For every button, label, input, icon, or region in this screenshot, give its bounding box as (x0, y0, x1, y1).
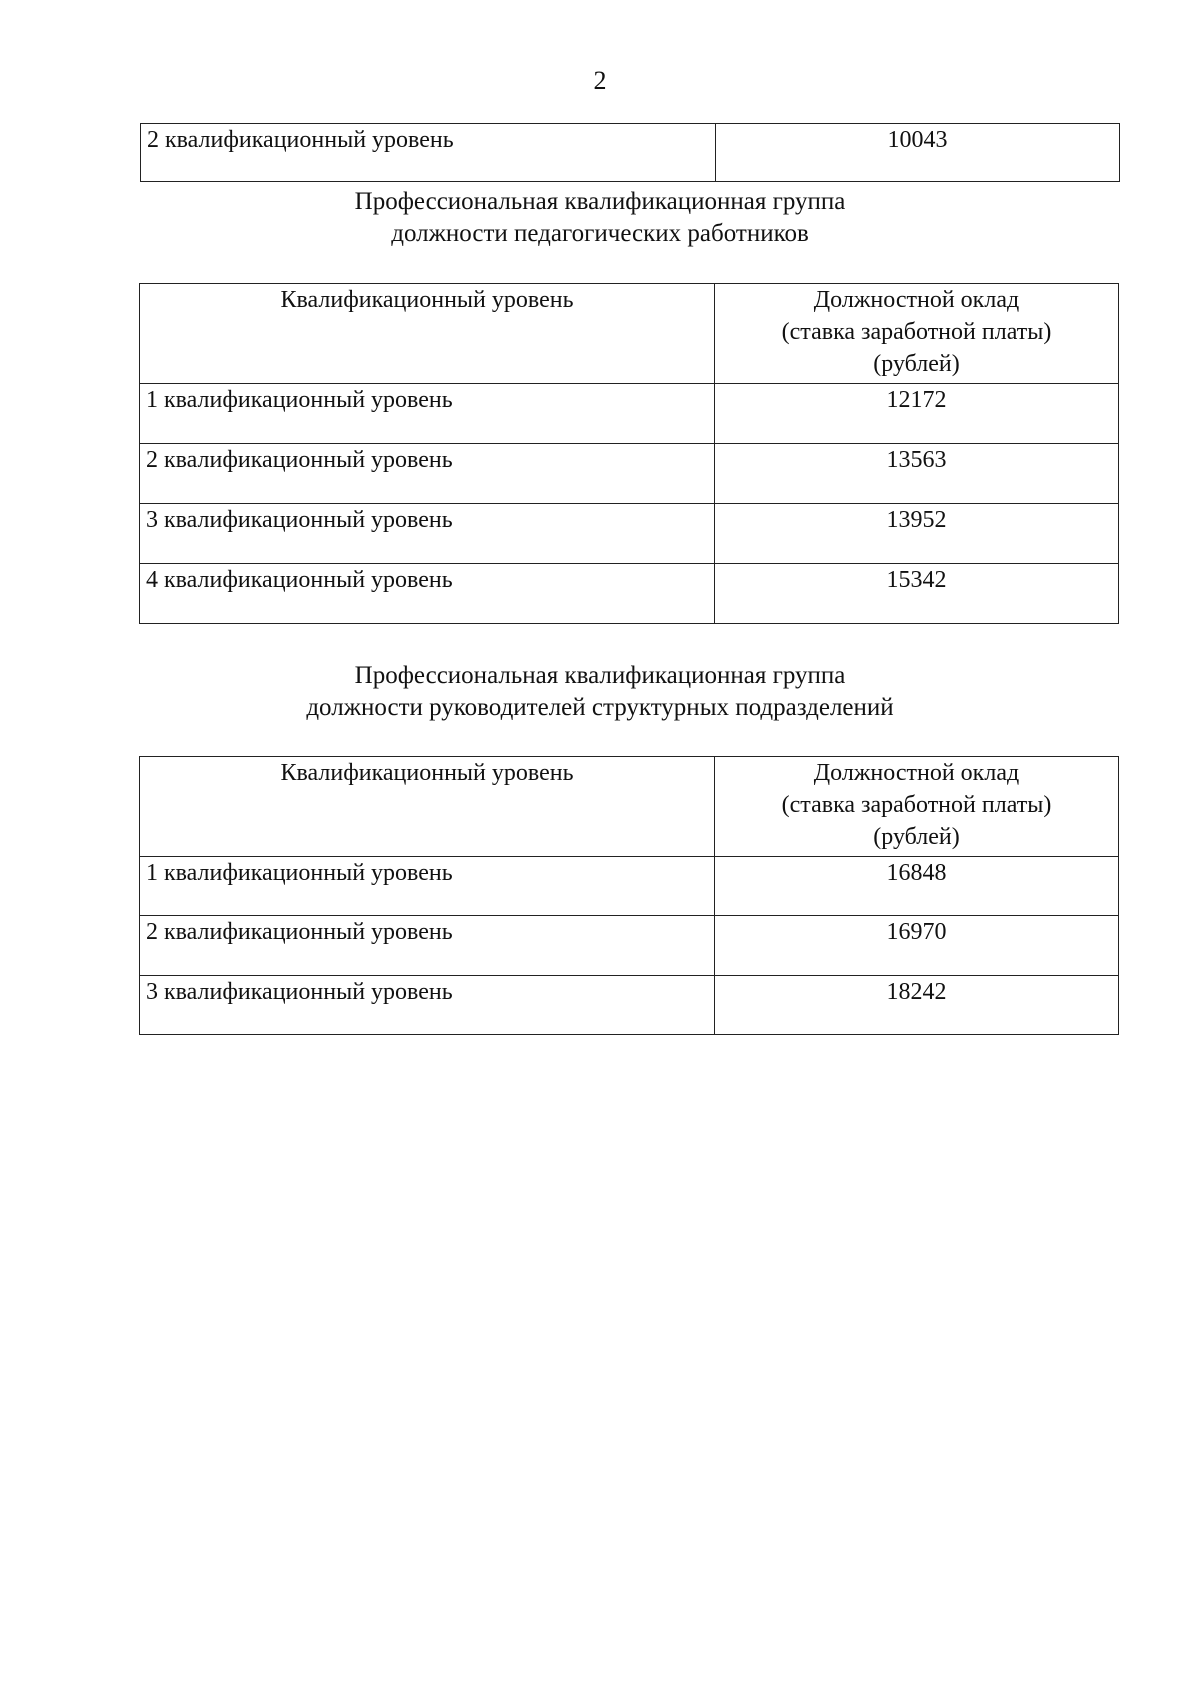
column-header-salary (715, 757, 1119, 857)
heading-line: Профессиональная квалификационная группа (354, 188, 846, 215)
header-line: (ставка заработной платы) (781, 792, 1052, 818)
table-row (140, 916, 1119, 976)
heading-line: должности педагогических работников (391, 220, 809, 247)
section-heading-pedagogical (0, 186, 1200, 250)
column-header-level: Квалификационный уровень (140, 284, 715, 384)
salary-cell: 12172 (715, 384, 1119, 444)
header-line: (рублей) (873, 824, 960, 850)
level-cell: 1 квалификационный уровень (140, 384, 715, 444)
salary-cell: 13952 (715, 504, 1119, 564)
heading-line: должности руководителей структурных подразделений (306, 694, 894, 721)
header-line: Должностной оклад (813, 760, 1020, 786)
page-number: 2 (593, 66, 607, 95)
salary-cell: 13563 (715, 444, 1119, 504)
table-row (140, 444, 1119, 504)
table-row (140, 384, 1119, 444)
managers-salary-table (139, 756, 1119, 1035)
column-header-salary (715, 284, 1119, 384)
table-row (140, 857, 1119, 916)
level-cell: 2 квалификационный уровень (141, 124, 716, 182)
salary-cell: 15342 (715, 564, 1119, 624)
header-line: Должностной оклад (813, 287, 1020, 313)
table-header-row (140, 757, 1119, 857)
heading-line: Профессиональная квалификационная группа (354, 662, 846, 689)
continuation-table (140, 123, 1120, 182)
table-row (140, 504, 1119, 564)
pedagogical-salary-table (139, 283, 1119, 624)
header-line: (ставка заработной платы) (781, 319, 1052, 345)
level-cell: 4 квалификационный уровень (140, 564, 715, 624)
table-row (140, 976, 1119, 1035)
level-cell: 2 квалификационный уровень (140, 444, 715, 504)
level-cell: 3 квалификационный уровень (140, 504, 715, 564)
table-header-row (140, 284, 1119, 384)
level-cell: 2 квалификационный уровень (140, 916, 715, 976)
header-line: (рублей) (873, 351, 960, 377)
table-row (140, 564, 1119, 624)
salary-cell: 16970 (715, 916, 1119, 976)
column-header-level: Квалификационный уровень (140, 757, 715, 857)
level-cell: 3 квалификационный уровень (140, 976, 715, 1035)
table-row (141, 124, 1120, 182)
salary-cell: 16848 (715, 857, 1119, 916)
level-cell: 1 квалификационный уровень (140, 857, 715, 916)
section-heading-managers (0, 660, 1200, 724)
salary-cell: 18242 (715, 976, 1119, 1035)
salary-cell: 10043 (716, 124, 1120, 182)
